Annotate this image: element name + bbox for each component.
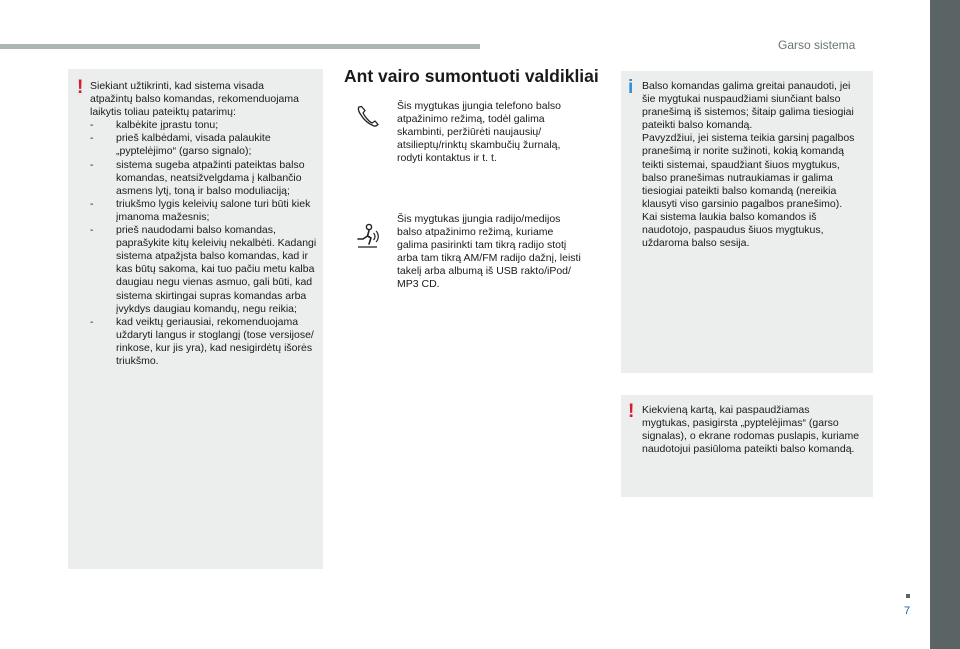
radio-voice-description <box>397 213 597 292</box>
warning-icon: ! <box>77 77 84 98</box>
bullet-dash: - <box>90 158 94 171</box>
bullet-line: asmens lytį, toną ir balso moduliaciją; <box>116 184 290 197</box>
bullet-item <box>90 159 320 198</box>
warning-note-panel <box>68 69 323 569</box>
text-line: balso pranešimas nutraukiamas ir galima <box>642 171 833 184</box>
bullet-item <box>90 316 320 368</box>
text-line: pranešimą ir norite sužinoti, kokią komandą <box>642 145 844 158</box>
info-icon: i <box>628 77 634 98</box>
beep-warning-panel <box>621 395 873 497</box>
text-line: galima pasirinkti tam tikrą radijo stotį <box>397 239 567 252</box>
text-line: skambinti, peržiūrėti naujausių/ <box>397 126 542 139</box>
bullet-line: kad veiktų geriausiai, rekomenduojama <box>116 315 299 328</box>
bullet-line: rinkose, kur jis yra), kad nesigirdėtų išorės <box>116 341 313 354</box>
text-line: uždaroma balso sesija. <box>642 237 750 250</box>
bullet-item <box>90 119 320 132</box>
text-line: teikti sistemai, spaudžiant šiuos mygtukus, <box>642 158 840 171</box>
section-title: Ant vairo sumontuoti valdikliai <box>344 66 599 86</box>
text-line: takelį arba albumą iš USB rakto/iPod/ <box>397 265 571 278</box>
side-tab <box>930 0 960 649</box>
bullet-dash: - <box>90 119 94 132</box>
bullet-line: uždaryti langus ir stoglangį (tose versijose/ <box>116 328 314 341</box>
text-line: Pavyzdžiui, jei sistema teikia garsinį pagalbos <box>642 132 855 145</box>
header-rule <box>0 44 480 49</box>
bullet-line: sistema atpažįsta balso komandas, kad ir <box>116 250 309 263</box>
bullet-item <box>90 132 320 158</box>
bullet-line: triukšmo lygis keleivių salone turi būti kiek <box>116 197 311 210</box>
warning-icon: ! <box>628 401 635 422</box>
warning-note-text <box>90 80 320 368</box>
bullet-line: sistema sugeba atpažinti pateiktas balso <box>116 158 305 171</box>
text-line: Siekiant užtikrinti, kad sistema visada <box>90 80 264 92</box>
bullet-line: kalbėkite įprastu tonu; <box>116 119 219 132</box>
voice-command-icon <box>355 222 381 255</box>
text-line: naudotojo, paspaudus šiuos mygtukus, <box>642 224 824 237</box>
info-note-text <box>642 80 870 250</box>
text-line: naudotojui pasiūloma pateikti balso komandą. <box>642 443 855 456</box>
text-line: Kiekvieną kartą, kai paspaudžiamas <box>642 404 810 416</box>
bullet-item <box>90 198 320 224</box>
info-note-panel <box>621 71 873 373</box>
bullet-line: kas būtų sakoma, kai tuo pačiu metu kalba <box>116 263 315 276</box>
text-line: signalas), o ekrane rodomas puslapis, kuriame <box>642 430 860 443</box>
text-line: MP3 CD. <box>397 278 440 291</box>
bullet-line: „pyptelėjimo“ (garso signalo); <box>116 145 252 158</box>
text-line: laikytis toliau pateiktų patarimų: <box>90 106 236 119</box>
bullet-line: triukšmo. <box>116 354 159 367</box>
bullet-dash: - <box>90 132 94 145</box>
text-line: atpažintų balso komandas, rekomenduojama <box>90 93 299 106</box>
phone-voice-description <box>397 100 597 165</box>
text-line: šie mygtukai nuspaudžiami siunčiant balso <box>642 93 841 106</box>
text-line: Šis mygtukas įjungia telefono balso <box>397 100 562 112</box>
bullet-item <box>90 224 320 316</box>
text-line: atpažinimo režimą, todėl galima <box>397 113 545 126</box>
bullet-line: prieš kalbėdami, visada palaukite <box>116 132 271 145</box>
text-line: atsilieptų/rinktų skambučių žurnalą, <box>397 139 561 152</box>
text-line: Balso komandas galima greitai panaudoti, jei <box>642 80 851 92</box>
page-number: 7 <box>904 605 911 617</box>
text-line: rodyti kontaktus ir t. t. <box>397 152 497 165</box>
bullet-dash: - <box>90 197 94 210</box>
bullet-line: įvykdys daugiau komandų, negu reikia; <box>116 302 297 315</box>
phone-icon <box>355 103 381 134</box>
text-line: Kai sistema laukia balso komandos iš <box>642 210 817 223</box>
text-line: Šis mygtukas įjungia radijo/medijos <box>397 213 561 225</box>
text-line: arba tam tikrą AM/FM radijo dažnį, leisti <box>397 252 581 265</box>
beep-warning-text <box>642 404 870 456</box>
text-line: tiesiogiai pateikti balso komandą (nereikia <box>642 184 837 197</box>
bullet-line: prieš naudodami balso komandas, <box>116 224 276 237</box>
bullet-line: komandas, neatsižvelgdama į kalbančio <box>116 171 302 184</box>
text-line: pateikti balso komandą. <box>642 119 753 132</box>
bullet-line: daugiau negu vienas asmuo, gali būti, kad <box>116 276 313 289</box>
text-line: mygtukas, pasigirsta „pyptelėjimas“ (garso <box>642 417 839 430</box>
section-header: Garso sistema <box>778 38 856 52</box>
bullet-line: sistema skirtingai supras komandas arba <box>116 289 307 302</box>
text-line: pranešimą iš sistemos; šitaip galima tiesiogiai <box>642 106 854 119</box>
bullet-line: paprašykite kitų keleivių nekalbėti. Kadangi <box>116 237 317 250</box>
bullet-dash: - <box>90 224 94 237</box>
text-line: klausyti viso garsinio pagalbos pranešimo). <box>642 197 843 210</box>
bullet-line: įmanoma mažesnis; <box>116 210 210 223</box>
text-line: balso atpažinimo režimą, kuriame <box>397 226 554 239</box>
bullet-dash: - <box>90 315 94 328</box>
page-marker <box>906 594 910 598</box>
